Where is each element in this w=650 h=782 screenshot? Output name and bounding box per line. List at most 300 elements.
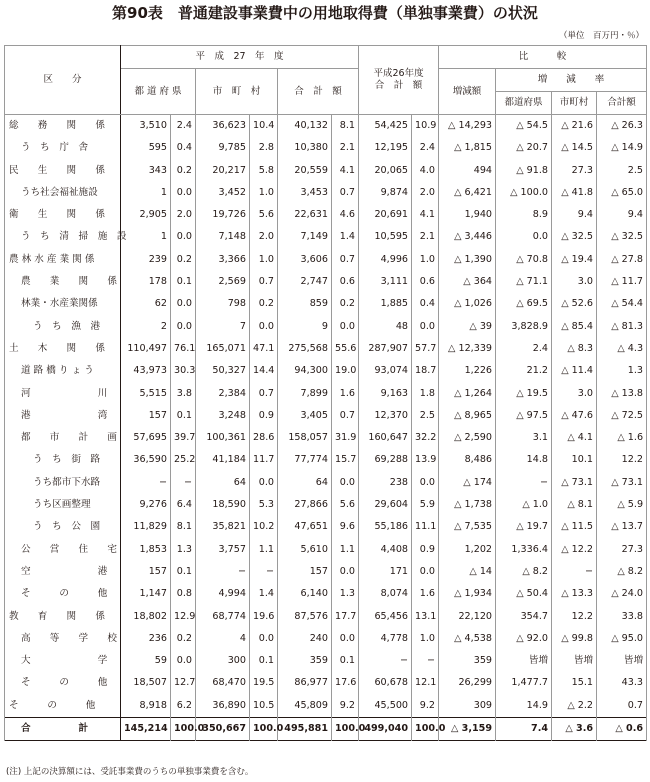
cell-zogengaku: 494 (439, 160, 496, 182)
cell-shichoson-amount: 7 (196, 316, 250, 338)
cell-gokei-share: 0.0 (332, 628, 359, 650)
cell-zogengaku: △ 1,390 (439, 249, 496, 271)
cell-rate-todofuken: 7.4 (496, 718, 552, 741)
cell-shichoson-share: 2.0 (250, 226, 278, 248)
cell-todofuken-share: 76.1 (171, 338, 196, 360)
cell-todofuken-share: 0.8 (171, 583, 196, 605)
cell-shichoson-share: 2.8 (250, 137, 278, 159)
cell-h26-amount: 238 (359, 472, 412, 494)
cell-rate-gokei: 43.3 (597, 672, 647, 694)
cell-todofuken-amount: 343 (121, 160, 171, 182)
cell-shichoson-share: 11.7 (250, 449, 278, 471)
cell-shichoson-amount: 350,667 (196, 718, 250, 741)
unit-label: （単位 百万円・％） (558, 31, 644, 41)
table-row (5, 249, 647, 271)
cell-zogengaku: △ 6,421 (439, 182, 496, 204)
cell-h26-amount: 171 (359, 561, 412, 583)
table-row (5, 561, 647, 583)
cell-zogengaku: △ 3,446 (439, 226, 496, 248)
cell-shichoson-amount: 50,327 (196, 360, 250, 382)
cell-rate-shichoson: △ 2.2 (552, 695, 597, 718)
footnote: (注) 上記の決算額には、受託事業費のうちの単独事業費を含む。 (6, 767, 254, 777)
row-label: う ち 街 路 (5, 449, 121, 471)
cell-rate-shichoson: 10.1 (552, 449, 597, 471)
table-row (5, 405, 647, 427)
row-label: 民 生 関 係 (5, 160, 121, 182)
cell-rate-todofuken: △ 19.7 (496, 516, 552, 538)
cell-todofuken-share: 0.0 (171, 316, 196, 338)
cell-h26-share: 9.2 (412, 695, 439, 718)
cell-rate-shichoson: △ 8.3 (552, 338, 597, 360)
cell-zogengaku: △ 174 (439, 472, 496, 494)
cell-gokei-share: 9.2 (332, 695, 359, 718)
cell-rate-gokei: △ 26.3 (597, 115, 647, 138)
cell-gokei-share: 19.0 (332, 360, 359, 382)
header-h26 (359, 46, 439, 115)
cell-shichoson-share: 0.0 (250, 316, 278, 338)
cell-gokei-amount: 77,774 (278, 449, 332, 471)
cell-shichoson-share: 0.7 (250, 271, 278, 293)
cell-gokei-share: 31.9 (332, 427, 359, 449)
row-label: 港 湾 (5, 405, 121, 427)
cell-h26-amount: 160,647 (359, 427, 412, 449)
cell-rate-shichoson: 3.0 (552, 383, 597, 405)
cell-shichoson-share: 28.6 (250, 427, 278, 449)
cell-gokei-amount: 94,300 (278, 360, 332, 382)
cell-shichoson-share: 1.0 (250, 249, 278, 271)
cell-rate-todofuken: 皆増 (496, 650, 552, 672)
cell-todofuken-share: 12.9 (171, 606, 196, 628)
cell-gokei-share: 1.3 (332, 583, 359, 605)
cell-todofuken-share: 0.1 (171, 405, 196, 427)
cell-todofuken-amount: 8,918 (121, 695, 171, 718)
cell-rate-gokei: 皆増 (597, 650, 647, 672)
cell-rate-gokei: 12.2 (597, 449, 647, 471)
cell-rate-shichoson: △ 19.4 (552, 249, 597, 271)
cell-shichoson-share: 10.5 (250, 695, 278, 718)
cell-h26-amount: 9,874 (359, 182, 412, 204)
cell-gokei-amount: 6,140 (278, 583, 332, 605)
cell-zogengaku: 1,202 (439, 539, 496, 561)
cell-rate-shichoson: △ 41.8 (552, 182, 597, 204)
cell-rate-todofuken: △ 71.1 (496, 271, 552, 293)
cell-rate-shichoson: △ 11.4 (552, 360, 597, 382)
cell-todofuken-amount: 178 (121, 271, 171, 293)
cell-h26-share: 4.1 (412, 204, 439, 226)
cell-h26-share: 5.9 (412, 494, 439, 516)
cell-rate-gokei: △ 14.9 (597, 137, 647, 159)
cell-gokei-share: 15.7 (332, 449, 359, 471)
cell-todofuken-share: 0.4 (171, 137, 196, 159)
row-label: 衛 生 関 係 (5, 204, 121, 226)
cell-gokei-share: 4.1 (332, 160, 359, 182)
cell-gokei-amount: 359 (278, 650, 332, 672)
cell-gokei-amount: 47,651 (278, 516, 332, 538)
table-row (5, 115, 647, 138)
cell-rate-gokei: 27.3 (597, 539, 647, 561)
cell-zogengaku: 22,120 (439, 606, 496, 628)
cell-rate-gokei: △ 54.4 (597, 293, 647, 315)
cell-rate-shichoson: − (552, 561, 597, 583)
table-row (5, 472, 647, 494)
cell-todofuken-amount: 595 (121, 137, 171, 159)
cell-h26-amount: 287,907 (359, 338, 412, 360)
cell-shichoson-share: 1.4 (250, 583, 278, 605)
cell-rate-gokei: △ 8.2 (597, 561, 647, 583)
cell-rate-todofuken: 3,828.9 (496, 316, 552, 338)
cell-todofuken-share: 0.2 (171, 160, 196, 182)
cell-rate-todofuken: 1,336.4 (496, 539, 552, 561)
cell-shichoson-amount: 3,366 (196, 249, 250, 271)
cell-gokei-amount: 3,606 (278, 249, 332, 271)
cell-rate-gokei: △ 0.6 (597, 718, 647, 741)
cell-rate-todofuken: △ 20.7 (496, 137, 552, 159)
cell-rate-shichoson: △ 21.6 (552, 115, 597, 138)
cell-shichoson-amount: 2,569 (196, 271, 250, 293)
cell-h26-share: 0.0 (412, 561, 439, 583)
cell-h26-share: 4.0 (412, 160, 439, 182)
row-label: 河 川 (5, 383, 121, 405)
cell-zogengaku: 26,299 (439, 672, 496, 694)
cell-shichoson-amount: 100,361 (196, 427, 250, 449)
cell-h26-amount: 8,074 (359, 583, 412, 605)
cell-shichoson-share: 10.2 (250, 516, 278, 538)
cell-gokei-amount: 240 (278, 628, 332, 650)
cell-todofuken-amount: 18,507 (121, 672, 171, 694)
cell-rate-gokei: 33.8 (597, 606, 647, 628)
cell-todofuken-amount: 3,510 (121, 115, 171, 138)
cell-shichoson-share: 19.5 (250, 672, 278, 694)
cell-gokei-share: 4.6 (332, 204, 359, 226)
cell-todofuken-share: 0.0 (171, 226, 196, 248)
cell-rate-shichoson: △ 32.5 (552, 226, 597, 248)
cell-todofuken-amount: 1,147 (121, 583, 171, 605)
table-row (5, 271, 647, 293)
cell-rate-shichoson: △ 8.1 (552, 494, 597, 516)
cell-zogengaku: △ 3,159 (439, 718, 496, 741)
header-h27: 平 成 27 年 度 (121, 46, 359, 69)
table-row (5, 449, 647, 471)
cell-shichoson-share: 100.0 (250, 718, 278, 741)
cell-shichoson-amount: 68,470 (196, 672, 250, 694)
cell-h26-share: 0.6 (412, 271, 439, 293)
row-label: 農 業 関 係 (5, 271, 121, 293)
cell-gokei-amount: 9 (278, 316, 332, 338)
cell-rate-gokei: △ 5.9 (597, 494, 647, 516)
cell-gokei-share: 1.4 (332, 226, 359, 248)
cell-h26-amount: 4,408 (359, 539, 412, 561)
cell-rate-gokei: 2.5 (597, 160, 647, 182)
table-row (5, 204, 647, 226)
cell-rate-gokei: △ 73.1 (597, 472, 647, 494)
cell-shichoson-amount: 300 (196, 650, 250, 672)
cell-gokei-share: 5.6 (332, 494, 359, 516)
cell-rate-gokei: △ 72.5 (597, 405, 647, 427)
cell-rate-todofuken: △ 1.0 (496, 494, 552, 516)
header-gokei: 合 計 額 (278, 69, 359, 115)
cell-rate-gokei: △ 24.0 (597, 583, 647, 605)
cell-h26-amount: 54,425 (359, 115, 412, 138)
cell-shichoson-amount: 18,590 (196, 494, 250, 516)
cell-rate-todofuken: △ 69.5 (496, 293, 552, 315)
header-kubun: 区 分 (5, 46, 121, 115)
cell-rate-shichoson: △ 4.1 (552, 427, 597, 449)
cell-zogengaku: △ 14,293 (439, 115, 496, 138)
table-row (5, 516, 647, 538)
cell-todofuken-share: 12.7 (171, 672, 196, 694)
cell-todofuken-share: − (171, 472, 196, 494)
cell-zogengaku: 309 (439, 695, 496, 718)
table-row (5, 628, 647, 650)
row-label: うち都市下水路 (5, 472, 121, 494)
cell-rate-shichoson: 27.3 (552, 160, 597, 182)
table-row (5, 650, 647, 672)
cell-h26-share: 1.0 (412, 628, 439, 650)
cell-rate-todofuken: △ 54.5 (496, 115, 552, 138)
row-label: 空 港 (5, 561, 121, 583)
cell-h26-share: 100.0 (412, 718, 439, 741)
cell-rate-shichoson: 15.1 (552, 672, 597, 694)
cell-h26-share: 0.4 (412, 293, 439, 315)
cell-h26-share: 0.9 (412, 539, 439, 561)
cell-shichoson-amount: 41,184 (196, 449, 250, 471)
cell-todofuken-share: 0.2 (171, 628, 196, 650)
cell-todofuken-amount: 2,905 (121, 204, 171, 226)
cell-h26-share: 0.0 (412, 316, 439, 338)
cell-todofuken-share: 8.1 (171, 516, 196, 538)
cell-h26-amount: 48 (359, 316, 412, 338)
cell-rate-shichoson: △ 99.8 (552, 628, 597, 650)
cell-rate-shichoson: △ 13.3 (552, 583, 597, 605)
cell-h26-amount: 4,996 (359, 249, 412, 271)
cell-todofuken-amount: 11,829 (121, 516, 171, 538)
cell-gokei-share: 0.2 (332, 293, 359, 315)
cell-h26-amount: 20,065 (359, 160, 412, 182)
cell-zogengaku: △ 4,538 (439, 628, 496, 650)
table-row (5, 316, 647, 338)
cell-rate-todofuken: 0.0 (496, 226, 552, 248)
cell-todofuken-share: 30.3 (171, 360, 196, 382)
cell-rate-todofuken: △ 50.4 (496, 583, 552, 605)
table-row (5, 494, 647, 516)
table-row (5, 160, 647, 182)
cell-gokei-amount: 40,132 (278, 115, 332, 138)
cell-rate-gokei: △ 27.8 (597, 249, 647, 271)
cell-gokei-share: 0.7 (332, 249, 359, 271)
cell-zogengaku: △ 14 (439, 561, 496, 583)
cell-todofuken-amount: 1 (121, 182, 171, 204)
cell-h26-amount: 12,195 (359, 137, 412, 159)
cell-rate-todofuken: 14.9 (496, 695, 552, 718)
cell-shichoson-share: 0.2 (250, 293, 278, 315)
row-label: 総 務 関 係 (5, 115, 121, 138)
cell-todofuken-amount: 110,497 (121, 338, 171, 360)
header-rate-shichoson: 市町村 (552, 92, 597, 115)
cell-gokei-amount: 3,405 (278, 405, 332, 427)
row-label: 都 市 計 画 (5, 427, 121, 449)
cell-gokei-amount: 87,576 (278, 606, 332, 628)
cell-h26-amount: 93,074 (359, 360, 412, 382)
header-hikaku: 比 較 (439, 46, 647, 69)
cell-gokei-amount: 859 (278, 293, 332, 315)
cell-h26-share: 0.0 (412, 472, 439, 494)
cell-h26-amount: 3,111 (359, 271, 412, 293)
cell-h26-amount: 4,778 (359, 628, 412, 650)
row-label: 公 営 住 宅 (5, 539, 121, 561)
cell-gokei-share: 17.7 (332, 606, 359, 628)
cell-shichoson-amount: 798 (196, 293, 250, 315)
cell-h26-share: 1.0 (412, 249, 439, 271)
cell-h26-share: 2.4 (412, 137, 439, 159)
cell-shichoson-amount: 20,217 (196, 160, 250, 182)
row-label: う ち 漁 港 (5, 316, 121, 338)
cell-zogengaku: △ 2,590 (439, 427, 496, 449)
row-label: う ち 公 園 (5, 516, 121, 538)
cell-todofuken-amount: 157 (121, 405, 171, 427)
row-label: う ち 庁 舎 (5, 137, 121, 159)
cell-shichoson-amount: 68,774 (196, 606, 250, 628)
cell-h26-share: 10.9 (412, 115, 439, 138)
header-h26-line2: 合 計 額 (374, 80, 423, 91)
cell-zogengaku: △ 364 (439, 271, 496, 293)
page-title: 第90表 普通建設事業費中の用地取得費（単独事業費）の状況 (112, 4, 538, 22)
cell-zogengaku: △ 1,026 (439, 293, 496, 315)
cell-shichoson-amount: 3,757 (196, 539, 250, 561)
cell-gokei-share: 0.7 (332, 182, 359, 204)
table-row (5, 672, 647, 694)
cell-shichoson-amount: 64 (196, 472, 250, 494)
header-shichoson: 市 町 村 (196, 69, 278, 115)
cell-rate-shichoson: △ 12.2 (552, 539, 597, 561)
cell-shichoson-share: 0.0 (250, 628, 278, 650)
cell-todofuken-amount: 43,973 (121, 360, 171, 382)
cell-todofuken-amount: 2 (121, 316, 171, 338)
cell-todofuken-amount: 18,802 (121, 606, 171, 628)
cell-todofuken-share: 0.0 (171, 650, 196, 672)
cell-zogengaku: △ 7,535 (439, 516, 496, 538)
table-row (5, 182, 647, 204)
cell-rate-todofuken: △ 100.0 (496, 182, 552, 204)
row-label: うち区画整理 (5, 494, 121, 516)
header-todofuken: 都 道 府 県 (121, 69, 196, 115)
cell-todofuken-amount: 1,853 (121, 539, 171, 561)
cell-shichoson-amount: 2,384 (196, 383, 250, 405)
cell-gokei-amount: 3,453 (278, 182, 332, 204)
cell-rate-gokei: △ 95.0 (597, 628, 647, 650)
cell-gokei-share: 1.6 (332, 383, 359, 405)
cell-h26-amount: 60,678 (359, 672, 412, 694)
cell-zogengaku: △ 1,934 (439, 583, 496, 605)
cell-rate-gokei: △ 13.7 (597, 516, 647, 538)
cell-shichoson-share: 47.1 (250, 338, 278, 360)
cell-gokei-amount: 22,631 (278, 204, 332, 226)
cell-rate-gokei: △ 13.8 (597, 383, 647, 405)
cell-h26-amount: 69,288 (359, 449, 412, 471)
cell-rate-gokei: △ 81.3 (597, 316, 647, 338)
cell-rate-shichoson: △ 85.4 (552, 316, 597, 338)
cell-shichoson-amount: − (196, 561, 250, 583)
row-label: 土 木 関 係 (5, 338, 121, 360)
cell-shichoson-share: 5.3 (250, 494, 278, 516)
cell-h26-amount: 29,604 (359, 494, 412, 516)
cell-h26-share: 1.6 (412, 583, 439, 605)
cell-h26-share: 32.2 (412, 427, 439, 449)
header-rate-gokei: 合計額 (597, 92, 647, 115)
cell-rate-gokei: 0.7 (597, 695, 647, 718)
table-row (5, 293, 647, 315)
cell-shichoson-share: 5.8 (250, 160, 278, 182)
cell-h26-share: − (412, 650, 439, 672)
cell-rate-todofuken: △ 97.5 (496, 405, 552, 427)
cell-h26-share: 1.8 (412, 383, 439, 405)
row-label: 農 林 水 産 業 関 係 (5, 249, 121, 271)
cell-gokei-amount: 157 (278, 561, 332, 583)
header-h26-line1: 平成26年度 (373, 68, 424, 79)
cell-zogengaku: 359 (439, 650, 496, 672)
cell-rate-gokei: △ 32.5 (597, 226, 647, 248)
cell-todofuken-amount: 5,515 (121, 383, 171, 405)
cell-gokei-amount: 27,866 (278, 494, 332, 516)
cell-rate-todofuken: △ 91.8 (496, 160, 552, 182)
cell-todofuken-amount: 9,276 (121, 494, 171, 516)
row-label: う ち 清 掃 施 設 (5, 226, 121, 248)
cell-rate-todofuken: 21.2 (496, 360, 552, 382)
cell-h26-amount: − (359, 650, 412, 672)
cell-zogengaku: △ 8,965 (439, 405, 496, 427)
cell-shichoson-amount: 19,726 (196, 204, 250, 226)
cell-rate-todofuken: 2.4 (496, 338, 552, 360)
cell-shichoson-share: 0.1 (250, 650, 278, 672)
cell-shichoson-share: 0.7 (250, 383, 278, 405)
cell-zogengaku: △ 1,264 (439, 383, 496, 405)
cell-gokei-amount: 2,747 (278, 271, 332, 293)
cell-todofuken-share: 0.1 (171, 561, 196, 583)
cell-gokei-share: 0.1 (332, 650, 359, 672)
cell-h26-amount: 20,691 (359, 204, 412, 226)
cell-todofuken-amount: 157 (121, 561, 171, 583)
cell-gokei-amount: 7,899 (278, 383, 332, 405)
cell-rate-shichoson: 3.0 (552, 271, 597, 293)
table-row (5, 539, 647, 561)
cell-zogengaku: 8,486 (439, 449, 496, 471)
cell-h26-amount: 65,456 (359, 606, 412, 628)
cell-todofuken-amount: 62 (121, 293, 171, 315)
cell-h26-share: 57.7 (412, 338, 439, 360)
cell-todofuken-share: 6.4 (171, 494, 196, 516)
cell-shichoson-amount: 35,821 (196, 516, 250, 538)
cell-todofuken-amount: 59 (121, 650, 171, 672)
cell-shichoson-amount: 9,785 (196, 137, 250, 159)
cell-gokei-amount: 86,977 (278, 672, 332, 694)
cell-rate-shichoson: △ 47.6 (552, 405, 597, 427)
cell-h26-amount: 10,595 (359, 226, 412, 248)
cell-shichoson-amount: 3,248 (196, 405, 250, 427)
cell-h26-share: 2.1 (412, 226, 439, 248)
table-row (5, 226, 647, 248)
table-row (5, 583, 647, 605)
cell-todofuken-amount: 1 (121, 226, 171, 248)
cell-shichoson-share: 5.6 (250, 204, 278, 226)
table-row (5, 606, 647, 628)
cell-gokei-amount: 495,881 (278, 718, 332, 741)
cell-todofuken-share: 0.0 (171, 182, 196, 204)
row-label: 大 学 (5, 650, 121, 672)
cell-gokei-share: 100.0 (332, 718, 359, 741)
cell-gokei-share: 0.0 (332, 472, 359, 494)
cell-todofuken-share: 6.2 (171, 695, 196, 718)
header-zogenritsu: 増 減 率 (496, 69, 647, 92)
cell-todofuken-amount: 236 (121, 628, 171, 650)
